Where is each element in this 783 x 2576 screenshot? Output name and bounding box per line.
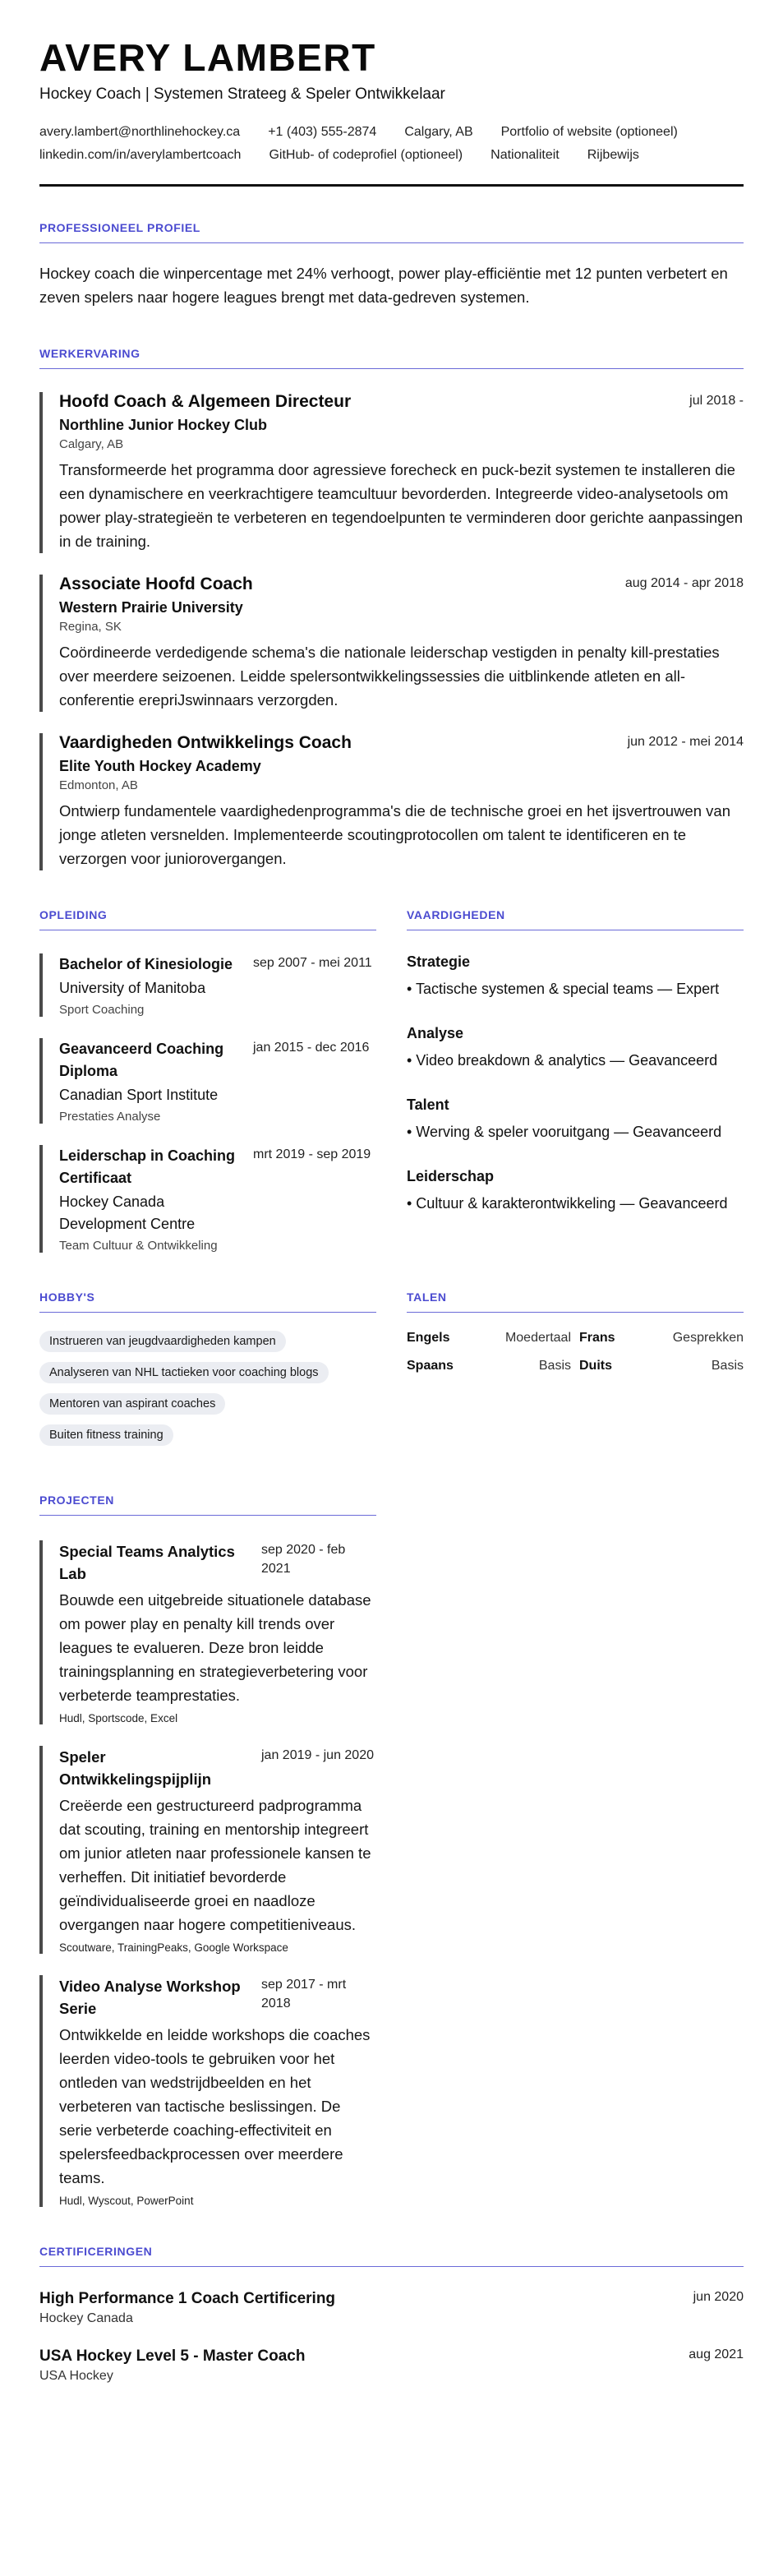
- section-title: HOBBY'S: [39, 1290, 376, 1313]
- job-date: jul 2018 -: [689, 394, 744, 409]
- project-tools: Scoutware, TrainingPeaks, Google Workspace: [59, 1941, 288, 1955]
- education-skills-row: [39, 908, 744, 1253]
- section-title: PROJECTEN: [39, 1493, 376, 1516]
- contact-portfolio: Portfolio of website (optioneel): [500, 125, 678, 140]
- project-entry: [39, 1746, 376, 1954]
- section-title: VAARDIGHEDEN: [407, 908, 744, 930]
- project-description: Ontwikkelde en leidde workshops die coaches leerden video-tools te gebruiken voor het ontleden van wedstrijdbeelden en het verbeteren van tactische beslissingen. De serie verbeterde coaching-effectiviteit en spelersfeedbackprocessen over meerdere teams.: [59, 2026, 371, 2187]
- hobbies-languages-row: [39, 1290, 744, 1456]
- education-date: mrt 2019 - sep 2019: [253, 1147, 371, 1162]
- skill-item: • Werving & speler vooruitgang — Geavanceerd: [407, 1124, 722, 1141]
- job-title: Hoofd Coach & Algemeen Directeur: [59, 392, 352, 412]
- certification-issuer: USA Hockey: [39, 2369, 113, 2384]
- contact-phone: +1 (403) 555-2874: [268, 125, 377, 140]
- certification-name: High Performance 1 Coach Certificering: [39, 2290, 336, 2308]
- job-description: Ontwierp fundamentele vaardighedenprogramma's die de technische groei en het ijsvertrouwen van jonge atleten versnelden. Implementeerde scoutingprotocollen om talent te identificeren en te verzorgen voor juniorovergangen.: [59, 802, 730, 868]
- certification-issuer: Hockey Canada: [39, 2311, 133, 2326]
- certification-entry: [39, 2347, 744, 2384]
- language-name: Duits: [579, 1359, 612, 1373]
- skill-item: • Tactische systemen & special teams — Expert: [407, 981, 720, 998]
- job-organization: Elite Youth Hockey Academy: [59, 758, 261, 775]
- hobby-tag: Analyseren van NHL tactieken voor coaching blogs: [39, 1362, 329, 1383]
- section-title: TALEN: [407, 1290, 744, 1313]
- section-title: WERKERVARING: [39, 347, 744, 369]
- job-location: Calgary, AB: [59, 437, 124, 452]
- language-level: Gesprekken: [672, 1331, 744, 1346]
- contact-email: avery.lambert@northlinehockey.ca: [39, 125, 241, 140]
- project-description: Bouwde een uitgebreide situationele database om power play en penalty kill trends over leagues te evalueren. Deze bron leidde trainingsplanning en strategieverbetering voor verbeterde teamprestaties.: [59, 1591, 371, 1705]
- language-name: Frans: [579, 1331, 615, 1346]
- school-name: Canadian Sport Institute: [59, 1087, 219, 1104]
- project-date: sep 2020 - feb 2021: [261, 1543, 346, 1577]
- skill-category: Strategie: [407, 953, 471, 971]
- school-name: University of Manitoba: [59, 980, 206, 997]
- projects-section: [39, 1493, 376, 2207]
- contact-linkedin: linkedin.com/in/averylambertcoach: [39, 148, 242, 163]
- skill-item: • Cultuur & karakterontwikkeling — Geavanceerd: [407, 1195, 728, 1212]
- degree-title: Bachelor of Kinesiologie: [59, 956, 233, 973]
- candidate-name: AVERY LAMBERT: [39, 36, 376, 79]
- project-entry: [39, 1975, 376, 2207]
- project-title: Video Analyse Workshop Serie: [59, 1978, 241, 2018]
- job-title: Vaardigheden Ontwikkelings Coach: [59, 733, 352, 753]
- education-focus: Team Cultuur & Ontwikkeling: [59, 1239, 218, 1253]
- project-description: Creëerde een gestructureerd padprogramma dat scouting, training en mentorship integreert om junior atleten naar professionele kansen te verheffen. Dit initiatief bevorderde geïndividualiseerde groei en naadloze overgangen naar hogere competitieniveaus.: [59, 1797, 371, 1934]
- skills-section: [407, 908, 744, 1253]
- resume-header: [39, 38, 744, 187]
- skill-category: Talent: [407, 1096, 449, 1114]
- job-location: Edmonton, AB: [59, 778, 138, 793]
- education-focus: Prestaties Analyse: [59, 1110, 161, 1124]
- education-entry: [39, 1038, 376, 1124]
- project-date: sep 2017 - mrt 2018: [261, 1978, 347, 2011]
- education-entry: [39, 1145, 376, 1253]
- contact-location: Calgary, AB: [404, 125, 473, 140]
- languages-section: [407, 1290, 744, 1456]
- project-title: Special Teams Analytics Lab: [59, 1543, 235, 1583]
- project-tools: Hudl, Wyscout, PowerPoint: [59, 2195, 194, 2208]
- skill-group: [407, 953, 744, 1000]
- contact-github: GitHub- of codeprofiel (optioneel): [269, 148, 463, 163]
- job-organization: Western Prairie University: [59, 599, 243, 616]
- headline: Hockey Coach | Systemen Strateeg & Speler Ontwikkelaar: [39, 85, 445, 104]
- hobby-tag: Buiten fitness training: [39, 1424, 173, 1446]
- language-item: [579, 1359, 744, 1373]
- skill-group: [407, 1025, 744, 1072]
- education-entry: [39, 953, 376, 1017]
- header-divider: [39, 184, 744, 187]
- project-date: jan 2019 - jun 2020: [261, 1748, 374, 1763]
- job-entry: [39, 733, 744, 870]
- job-title: Associate Hoofd Coach: [59, 575, 253, 594]
- job-entry: [39, 575, 744, 712]
- contact-nationality: Nationaliteit: [491, 148, 560, 163]
- hobbies-section: [39, 1290, 376, 1456]
- language-level: Moedertaal: [504, 1331, 571, 1346]
- education-focus: Sport Coaching: [59, 1003, 145, 1018]
- profile-section: [39, 221, 744, 309]
- degree-title: Geavanceerd Coaching Diploma: [59, 1041, 224, 1080]
- certification-date: aug 2021: [689, 2347, 744, 2362]
- skill-category: Leiderschap: [407, 1168, 495, 1185]
- contact-list: [39, 125, 746, 163]
- certifications-section: [39, 2245, 744, 2384]
- section-title: OPLEIDING: [39, 908, 376, 930]
- certification-name: USA Hockey Level 5 - Master Coach: [39, 2347, 306, 2366]
- skill-group: [407, 1168, 744, 1215]
- education-date: jan 2015 - dec 2016: [253, 1041, 370, 1055]
- contact-drivers-license: Rijbewijs: [587, 148, 639, 163]
- language-item: [407, 1331, 571, 1346]
- degree-title: Leiderschap in Coaching Certificaat: [59, 1147, 236, 1187]
- skill-category: Analyse: [407, 1025, 464, 1042]
- profile-summary: Hockey coach die winpercentage met 24% verhoogt, power play-efficiëntie met 12 punten verbetert en zeven spelers naar hogere leagues brengt met data-gedreven systemen.: [39, 265, 728, 307]
- hobby-tag: Instrueren van jeugdvaardigheden kampen: [39, 1331, 286, 1352]
- job-location: Regina, SK: [59, 620, 122, 635]
- section-title: CERTIFICERINGEN: [39, 2245, 744, 2267]
- language-item: [579, 1331, 744, 1346]
- hobby-tags: [39, 1331, 376, 1456]
- certification-entry: [39, 2290, 744, 2326]
- skill-item: • Video breakdown & analytics — Geavanceerd: [407, 1052, 718, 1069]
- language-level: Basis: [538, 1359, 571, 1373]
- experience-section: [39, 347, 744, 870]
- education-section: [39, 908, 376, 1253]
- section-title: PROFESSIONEEL PROFIEL: [39, 221, 744, 243]
- language-list: [407, 1331, 744, 1373]
- language-name: Spaans: [407, 1359, 454, 1373]
- language-item: [407, 1359, 571, 1373]
- hobby-tag: Mentoren van aspirant coaches: [39, 1393, 225, 1415]
- language-name: Engels: [407, 1331, 450, 1346]
- job-entry: [39, 392, 744, 553]
- language-level: Basis: [711, 1359, 744, 1373]
- job-organization: Northline Junior Hockey Club: [59, 417, 268, 434]
- skill-group: [407, 1096, 744, 1143]
- job-description: Coördineerde verdedigende schema's die nationale leiderschap vestigden in penalty kill-prestaties over meerdere seizoenen. Leidde spelersontwikkelingssessies die uitblinkende atleten en all-conferentie erepriJswinnaars verzorgden.: [59, 644, 720, 709]
- job-date: jun 2012 - mei 2014: [627, 735, 744, 750]
- project-entry: [39, 1540, 376, 1724]
- job-description: Transformeerde het programma door agressieve forecheck en puck-bezit systemen te installeren die een dynamischere en veerkrachtigere teamcultuur bevorderden. Integreerde video-analysetools om power play-strategieën te verbeteren en tegendoelpunten te verminderen door gerichte aanpassingen in de training.: [59, 461, 744, 551]
- job-date: aug 2014 - apr 2018: [624, 576, 744, 591]
- project-title: Speler Ontwikkelingspijplijn: [59, 1748, 212, 1789]
- education-date: sep 2007 - mei 2011: [253, 956, 372, 971]
- school-name: Hockey Canada Development Centre: [59, 1193, 196, 1233]
- certification-date: jun 2020: [693, 2290, 744, 2305]
- project-tools: Hudl, Sportscode, Excel: [59, 1712, 178, 1725]
